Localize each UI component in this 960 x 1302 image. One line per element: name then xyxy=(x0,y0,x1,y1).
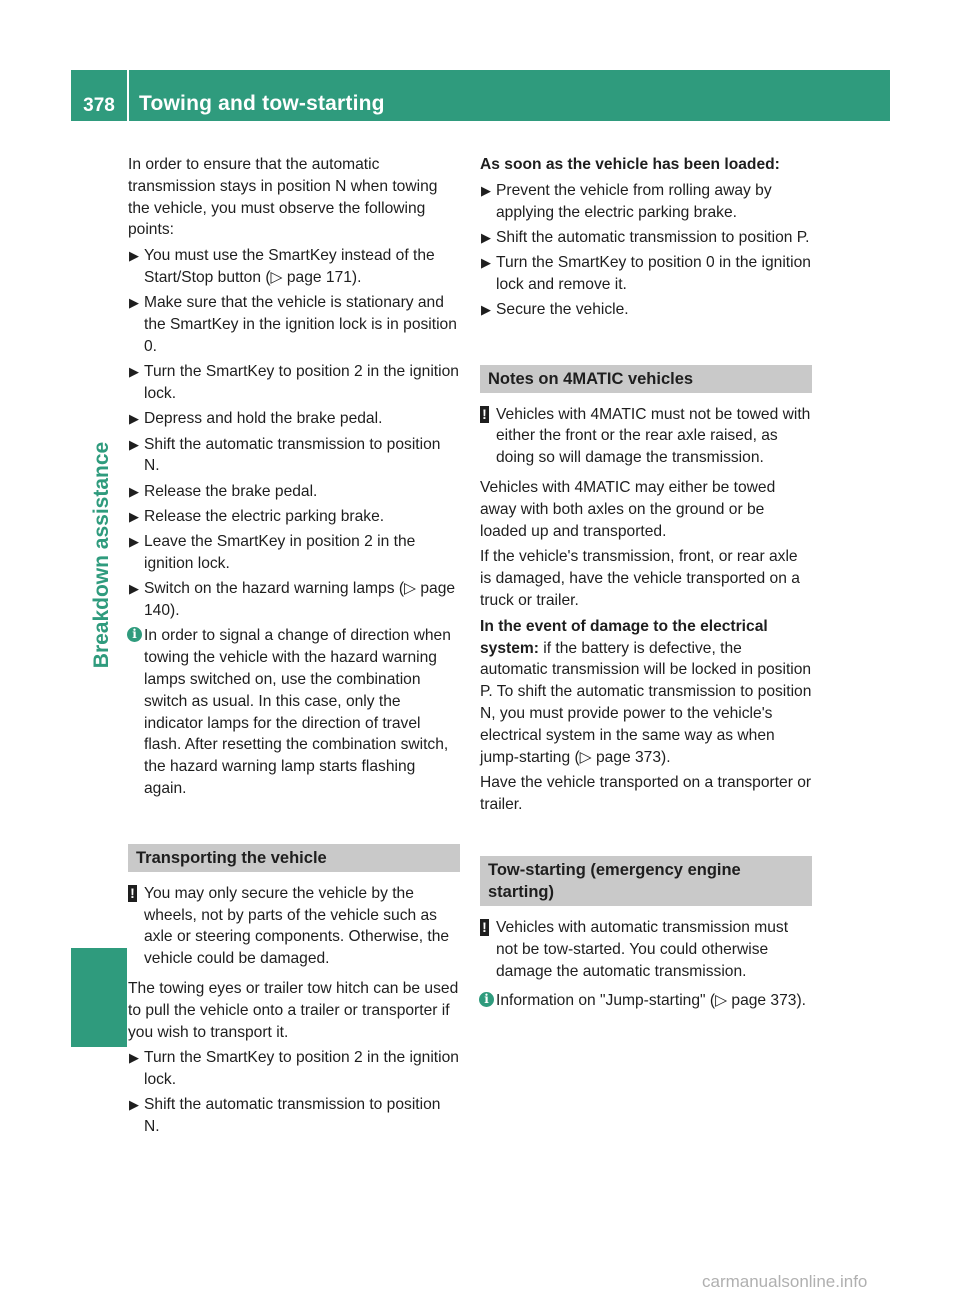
section-heading: Notes on 4MATIC vehicles xyxy=(480,365,812,393)
step-arrow-icon: ▶ xyxy=(129,436,139,452)
right-column xyxy=(480,154,812,1020)
side-tab-label: Breakdown assistance xyxy=(90,441,113,669)
step-arrow-icon: ▶ xyxy=(481,255,491,271)
list-item: ▶ Turn the SmartKey to position 2 in the ignition lock. xyxy=(129,1049,459,1089)
list-item: ▶ Leave the SmartKey in position 2 in the ignition lock. xyxy=(129,533,416,573)
intro-paragraph: In order to ensure that the automatic transmission stays in position N when towing the vehicle, you must observe the following points: xyxy=(128,156,438,239)
info-icon: i xyxy=(479,992,494,1007)
warning-icon: ! xyxy=(480,406,489,423)
warning-note: ! You may only secure the vehicle by the wheels, not by parts of the vehicle such as axle or steering components. Otherwise, the vehicle could be damaged. xyxy=(128,883,460,970)
step-arrow-icon: ▶ xyxy=(129,295,139,311)
side-tab-block xyxy=(71,948,127,1047)
info-note: i Information on "Jump-starting" (▷ page 373). xyxy=(480,990,812,1012)
header-divider xyxy=(127,70,129,121)
section-heading: Transporting the vehicle xyxy=(128,844,460,872)
subheading: As soon as the vehicle has been loaded: xyxy=(480,156,780,173)
watermark: carmanualsonline.info xyxy=(702,1272,868,1291)
list-item: ▶ Shift the automatic transmission to position P. xyxy=(480,227,812,249)
warning-note: ! Vehicles with automatic transmission must not be tow-started. You could otherwise damage the automatic transmission. xyxy=(480,917,812,982)
list-item: ▶ Make sure that the vehicle is stationary and the SmartKey in the ignition lock is in position 0. xyxy=(129,294,457,355)
paragraph: Have the vehicle transported on a transporter or trailer. xyxy=(480,774,812,814)
paragraph: Vehicles with 4MATIC may either be towed away with both axles on the ground or be loaded up and transported. xyxy=(480,478,776,540)
list-item: ▶ Switch on the hazard warning lamps (▷ page 140). xyxy=(129,580,456,620)
info-note: i In order to signal a change of direction when towing the vehicle with the hazard warning lamps switched on, use the combination switch as usual. In this case, only the indicator lamps for the direction of travel flash. After resetting the combination switch, the hazard warning lamp starts flashing again. xyxy=(128,625,460,799)
step-arrow-icon: ▶ xyxy=(129,248,139,264)
paragraph: The towing eyes or trailer tow hitch can be used to pull the vehicle onto a trailer or transporter if you wish to transport it. xyxy=(128,980,459,1041)
bold-lead: In the event of damage to the electrical system: xyxy=(480,617,768,657)
step-arrow-icon: ▶ xyxy=(129,483,139,499)
step-arrow-icon: ▶ xyxy=(129,534,139,550)
paragraph: If the vehicle's transmission, front, or rear axle is damaged, have the vehicle transported on a truck or trailer. xyxy=(480,548,800,609)
page-title: Towing and tow-starting xyxy=(139,92,385,115)
list-item: ▶ Prevent the vehicle from rolling away by applying the electric parking brake. xyxy=(481,181,772,221)
step-arrow-icon: ▶ xyxy=(129,508,139,524)
spacer xyxy=(128,808,460,844)
paragraph: In the event of damage to the electrical system: if the battery is defective, the automatic transmission will be locked in position P. To shift the automatic transmission to position N, you must provide power to the vehicle's electrical system in the same way as when jump-starting (▷ page 373). xyxy=(480,617,812,766)
list-item: ▶ Depress and hold the brake pedal. xyxy=(128,408,460,430)
step-arrow-icon: ▶ xyxy=(129,581,139,597)
step-arrow-icon: ▶ xyxy=(481,302,491,318)
list-item: ▶ Release the brake pedal. xyxy=(128,481,460,503)
list-item: ▶ Turn the SmartKey to position 0 in the ignition lock and remove it. xyxy=(481,254,811,293)
step-arrow-icon: ▶ xyxy=(129,1050,139,1066)
step-arrow-icon: ▶ xyxy=(481,182,491,198)
step-arrow-icon: ▶ xyxy=(129,411,139,427)
step-arrow-icon: ▶ xyxy=(129,364,139,380)
step-arrow-icon: ▶ xyxy=(481,229,491,245)
page-number: 378 xyxy=(83,95,115,116)
info-icon: i xyxy=(127,627,142,642)
list-item: ▶ Secure the vehicle. xyxy=(480,299,812,321)
warning-icon: ! xyxy=(128,885,137,902)
spacer xyxy=(480,325,812,365)
list-item: ▶ You must use the SmartKey instead of the Start/Stop button (▷ page 171). xyxy=(129,247,435,286)
warning-note: ! Vehicles with 4MATIC must not be towed with either the front or the rear axle raised, as doing so will damage the transmission. xyxy=(480,404,812,469)
list-item: ▶ Shift the automatic transmission to position N. xyxy=(129,435,441,475)
left-column xyxy=(128,154,460,1142)
step-arrow-icon: ▶ xyxy=(129,1097,139,1113)
warning-icon: ! xyxy=(480,919,489,936)
list-item: ▶ Shift the automatic transmission to position N. xyxy=(129,1096,441,1136)
spacer xyxy=(480,820,812,856)
list-item: ▶ Release the electric parking brake. xyxy=(128,506,460,528)
section-heading: Tow-starting (emergency engine starting) xyxy=(480,856,812,906)
list-item: ▶ Turn the SmartKey to position 2 in the ignition lock. xyxy=(129,363,459,402)
